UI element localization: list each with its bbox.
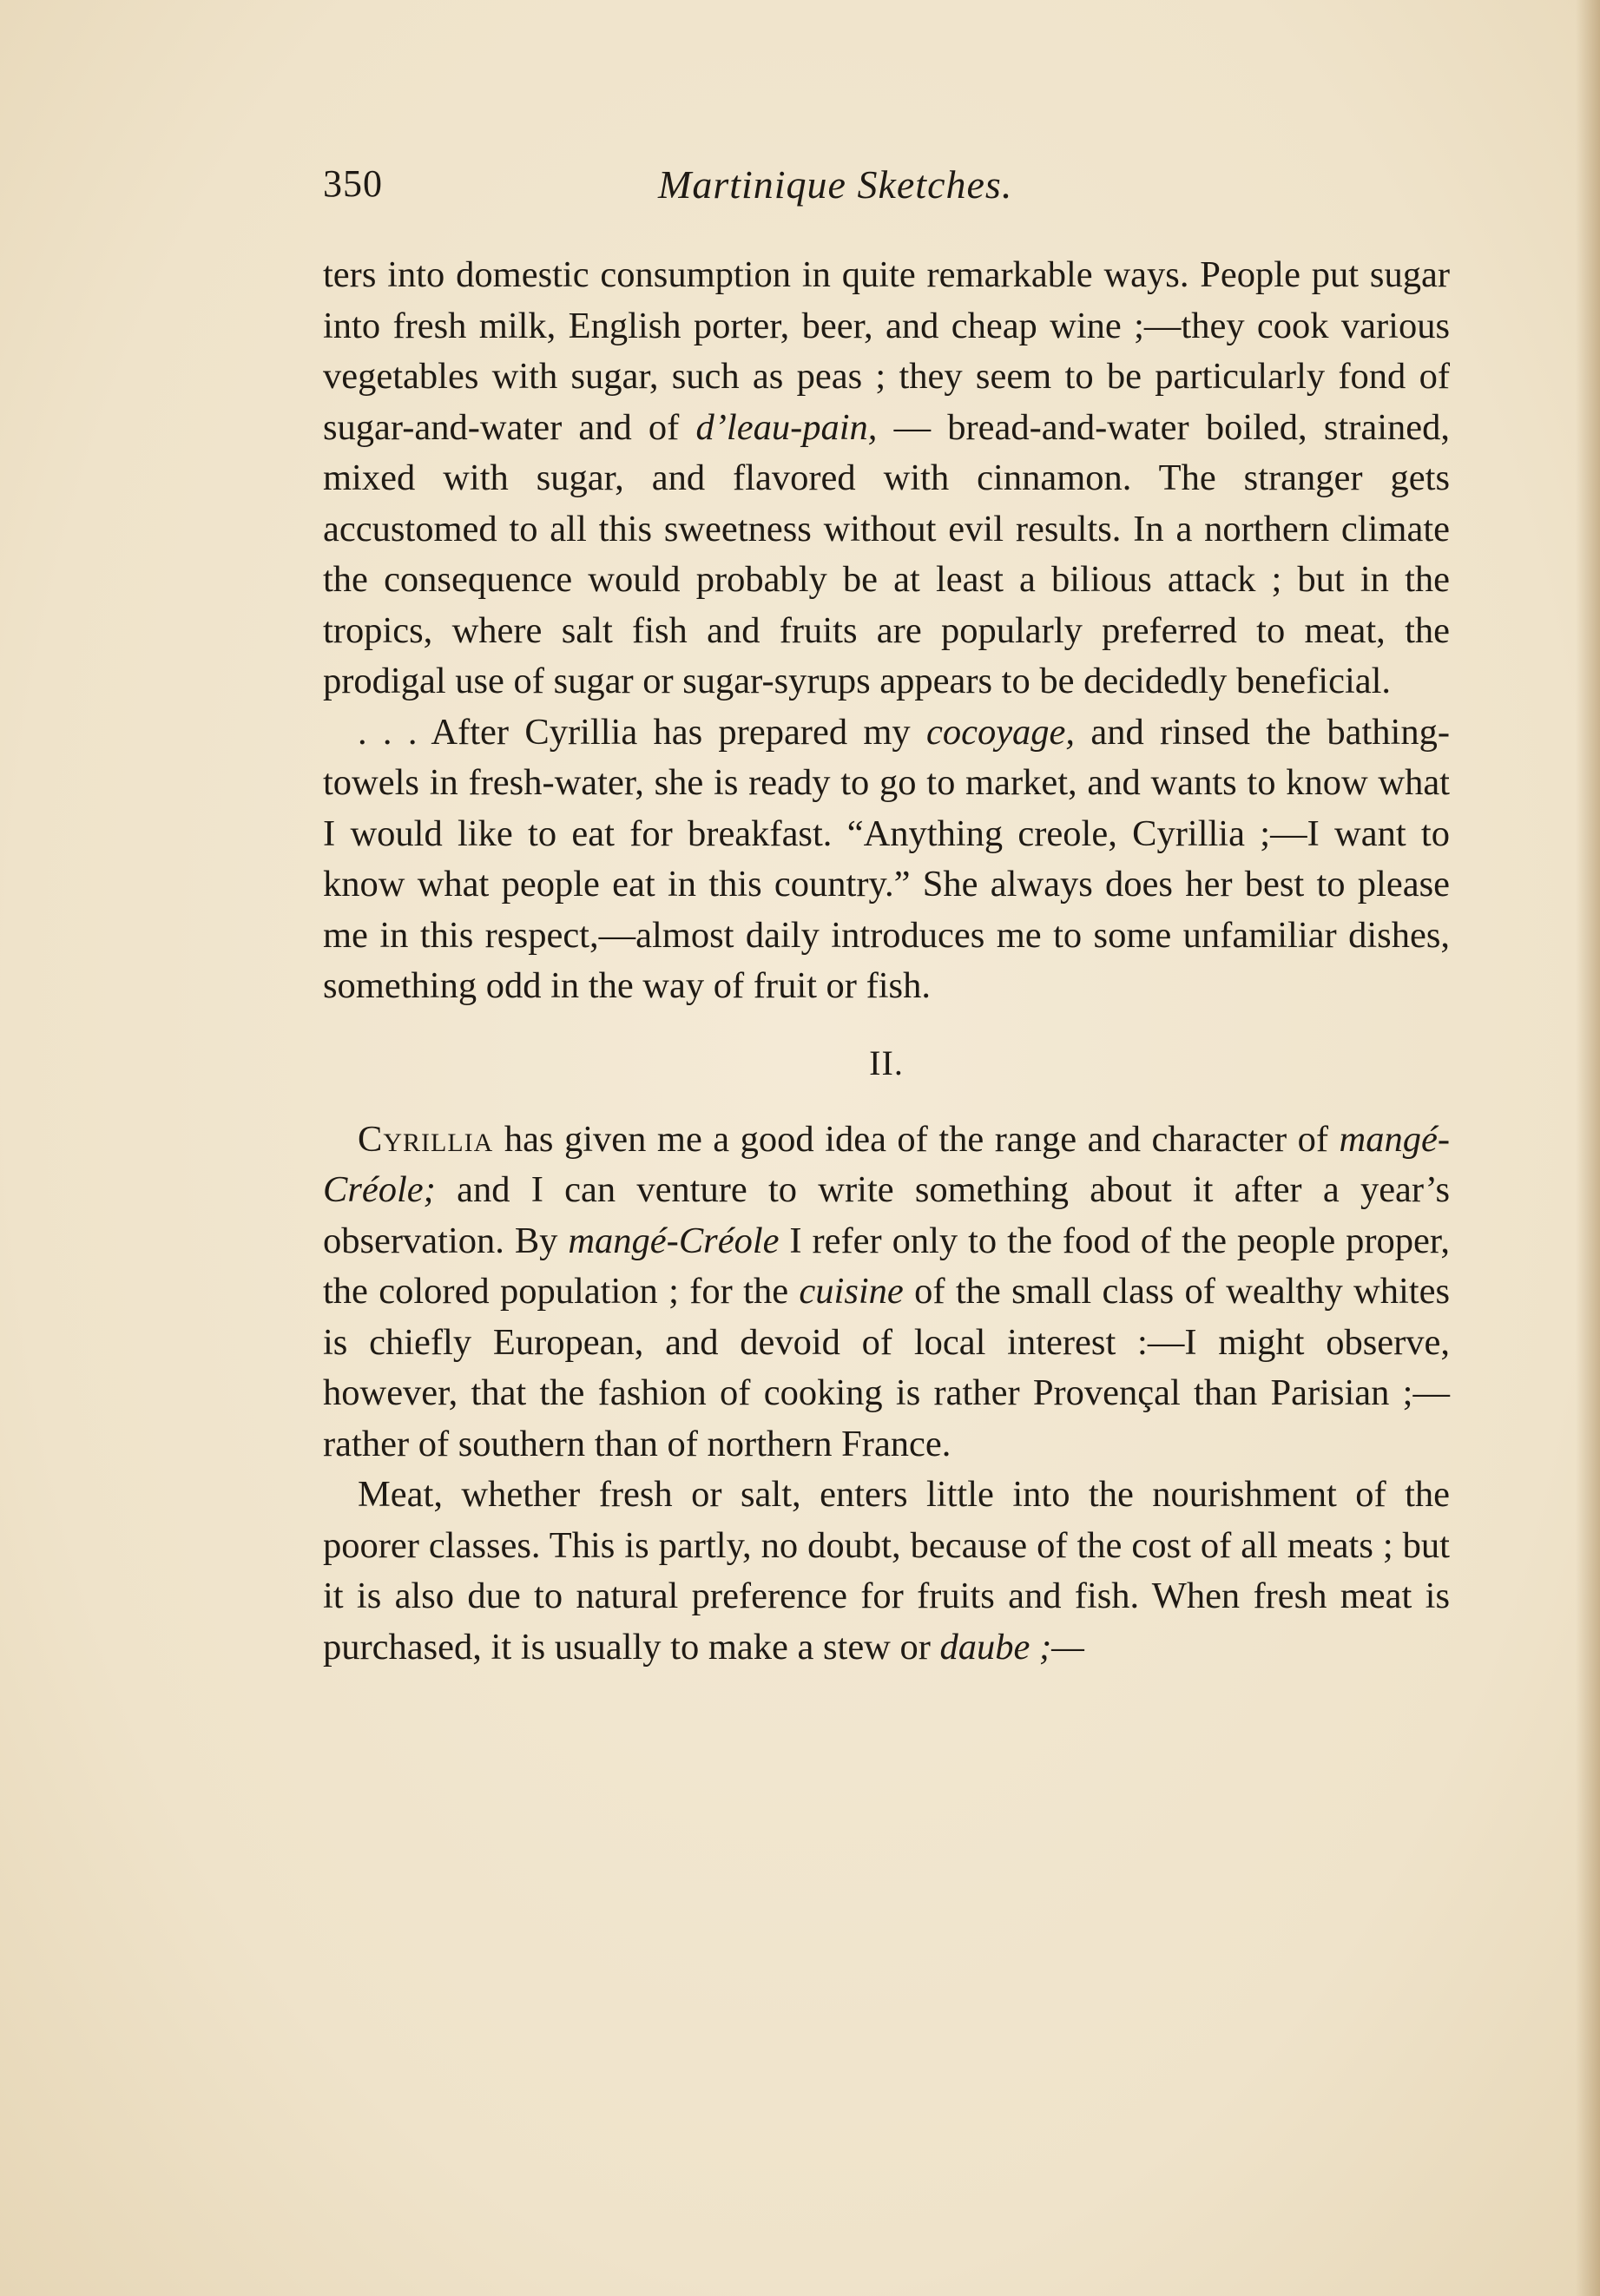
italic-term: cuisine [799, 1271, 904, 1312]
italic-term: daube ;— [939, 1626, 1084, 1668]
page-header [323, 161, 1452, 222]
page-number: 350 [323, 162, 383, 205]
paragraph-4: Meat, whether fresh or salt, enters little into the nourishment of the poorer classes. This is partly, no doubt, because of the cost of all meats ; but it is also due to natural preference for fruits and fish. When fresh meat is purchased, it is usually to make a stew or daube ;— [323, 1474, 1450, 1668]
section-heading: II. [869, 1043, 904, 1082]
small-caps-lead: Cyrillia [358, 1118, 494, 1160]
paragraph-2: . . . After Cyrillia has prepared my cocoyage, and rinsed the bathing-towels in fresh-water, she is ready to go to market, and wants to know what I would like to eat for breakfast. “Anything creole, Cyrillia ;—I want to know what people eat in this country.” She always does her best to please me in this respect,—almost daily introduces me to some unfamiliar dishes, something odd in the way of fruit or fish. [323, 711, 1450, 1006]
paragraph-3: Cyrillia has given me a good idea of the range and character of mangé-Créole; and I can venture to write something about it after a year’s observation. By mangé-Créole I refer only to the food of the people proper, the colored population ; for the cuisine of the small class of wealthy whites is chiefly European, and devoid of local interest :—I might observe, however, that the fashion of cooking is rather Provençal than Parisian ;—rather of southern than of northern France. [323, 1118, 1450, 1464]
italic-term: mangé-Créole [568, 1220, 780, 1261]
paragraph-1: ters into domestic consumption in quite remarkable ways. People put sugar into fresh milk, English porter, beer, and cheap wine ;—they cook various vegetables with sugar, such as peas ; they seem to be particularly fond of sugar-and-water and of d’leau-pain, — bread-and-water boiled, strained, mixed with sugar, and flavored with cinnamon. The stranger gets accustomed to all this sweetness without evil results. In a northern climate the consequence would probably be at least a bilious attack ; but in the tropics, where salt fish and fruits are popularly preferred to meat, the prodigal use of sugar or sugar-syrups appears to be decidedly beneficial. [323, 254, 1450, 701]
italic-term: mangé-Créole; [323, 1118, 1450, 1210]
running-title: Martinique Sketches. [658, 162, 1013, 207]
body-text [323, 250, 1450, 1673]
italic-term: cocoyage, [925, 711, 1076, 753]
italic-term: d’leau-pain, [695, 406, 878, 448]
